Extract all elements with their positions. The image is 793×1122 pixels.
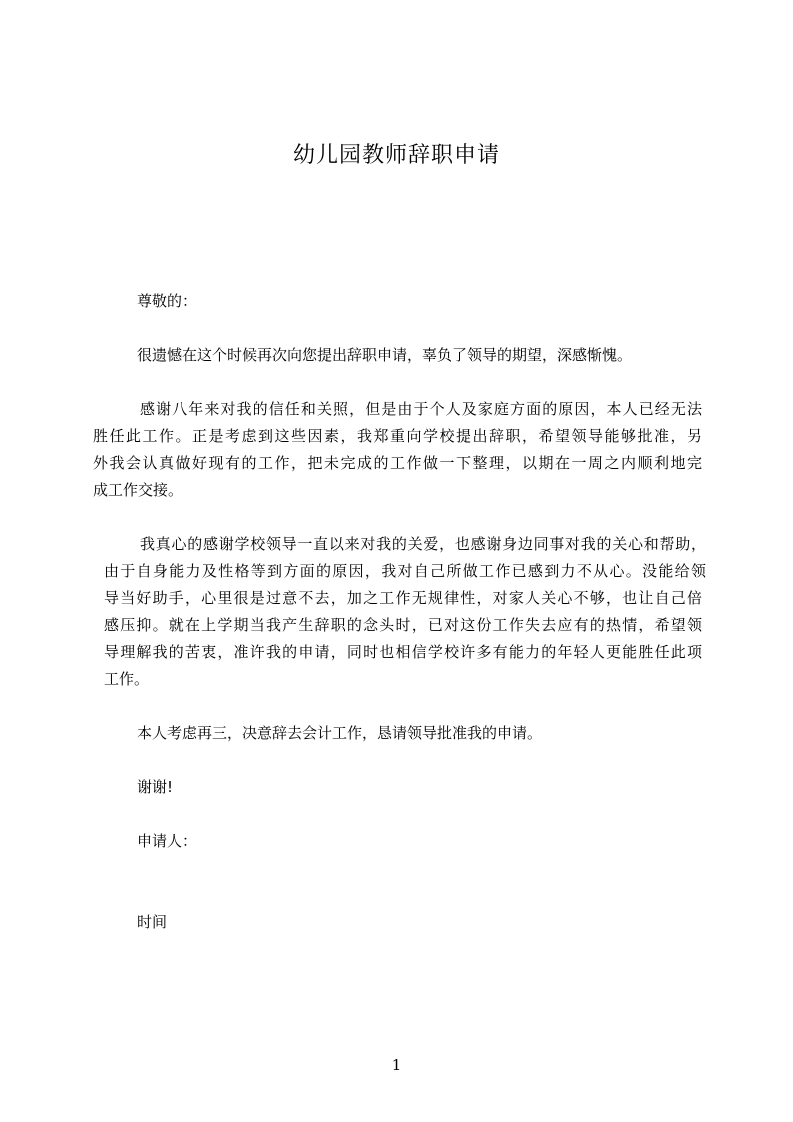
paragraph-2-line: 感谢八年来对我的信任和关照，但是由于个人及家庭方面的原因，本人已经无法 (140, 400, 702, 418)
paragraph-3-line: 由于自身能力及性格等到方面的原因，我对自己所做工作已感到力不从心。没能给领 (104, 562, 706, 580)
paragraph-3-line: 导当好助手，心里很是过意不去，加之工作无规律性，对家人关心不够，也让自己倍 (104, 589, 702, 607)
applicant-label: 申请人： (137, 832, 198, 850)
paragraph-1: 很遗憾在这个时候再次向您提出辞职申请，辜负了领导的期望，深感惭愧。 (137, 346, 633, 364)
page-number: 1 (391, 1056, 402, 1074)
paragraph-2-line: 成工作交接。 (93, 481, 184, 499)
paragraph-2-line: 胜任此工作。正是考虑到这些因素，我郑重向学校提出辞职，希望领导能够批准，另 (93, 427, 702, 445)
salutation: 尊敬的： (137, 292, 198, 310)
paragraph-3-line: 导理解我的苦衷，准许我的申请，同时也相信学校许多有能力的年轻人更能胜任此项 (104, 643, 702, 661)
thanks-line: 谢谢! (137, 778, 174, 796)
paragraph-3-line: 我真心的感谢学校领导一直以来对我的关爱，也感谢身边同事对我的关心和帮助， (140, 535, 706, 553)
time-label: 时间 (137, 913, 168, 931)
paragraph-3-line: 感压抑。就在上学期当我产生辞职的念头时，已对这份工作失去应有的热情，希望领 (104, 616, 702, 634)
paragraph-3-line: 工作。 (104, 670, 150, 688)
document-title: 幼儿园教师辞职申请 (292, 143, 500, 168)
paragraph-4: 本人考虑再三，决意辞去会计工作，恳请领导批准我的申请。 (137, 724, 543, 742)
paragraph-2-line: 外我会认真做好现有的工作，把未完成的工作做一下整理，以期在一周之内顺利地完 (93, 454, 702, 472)
